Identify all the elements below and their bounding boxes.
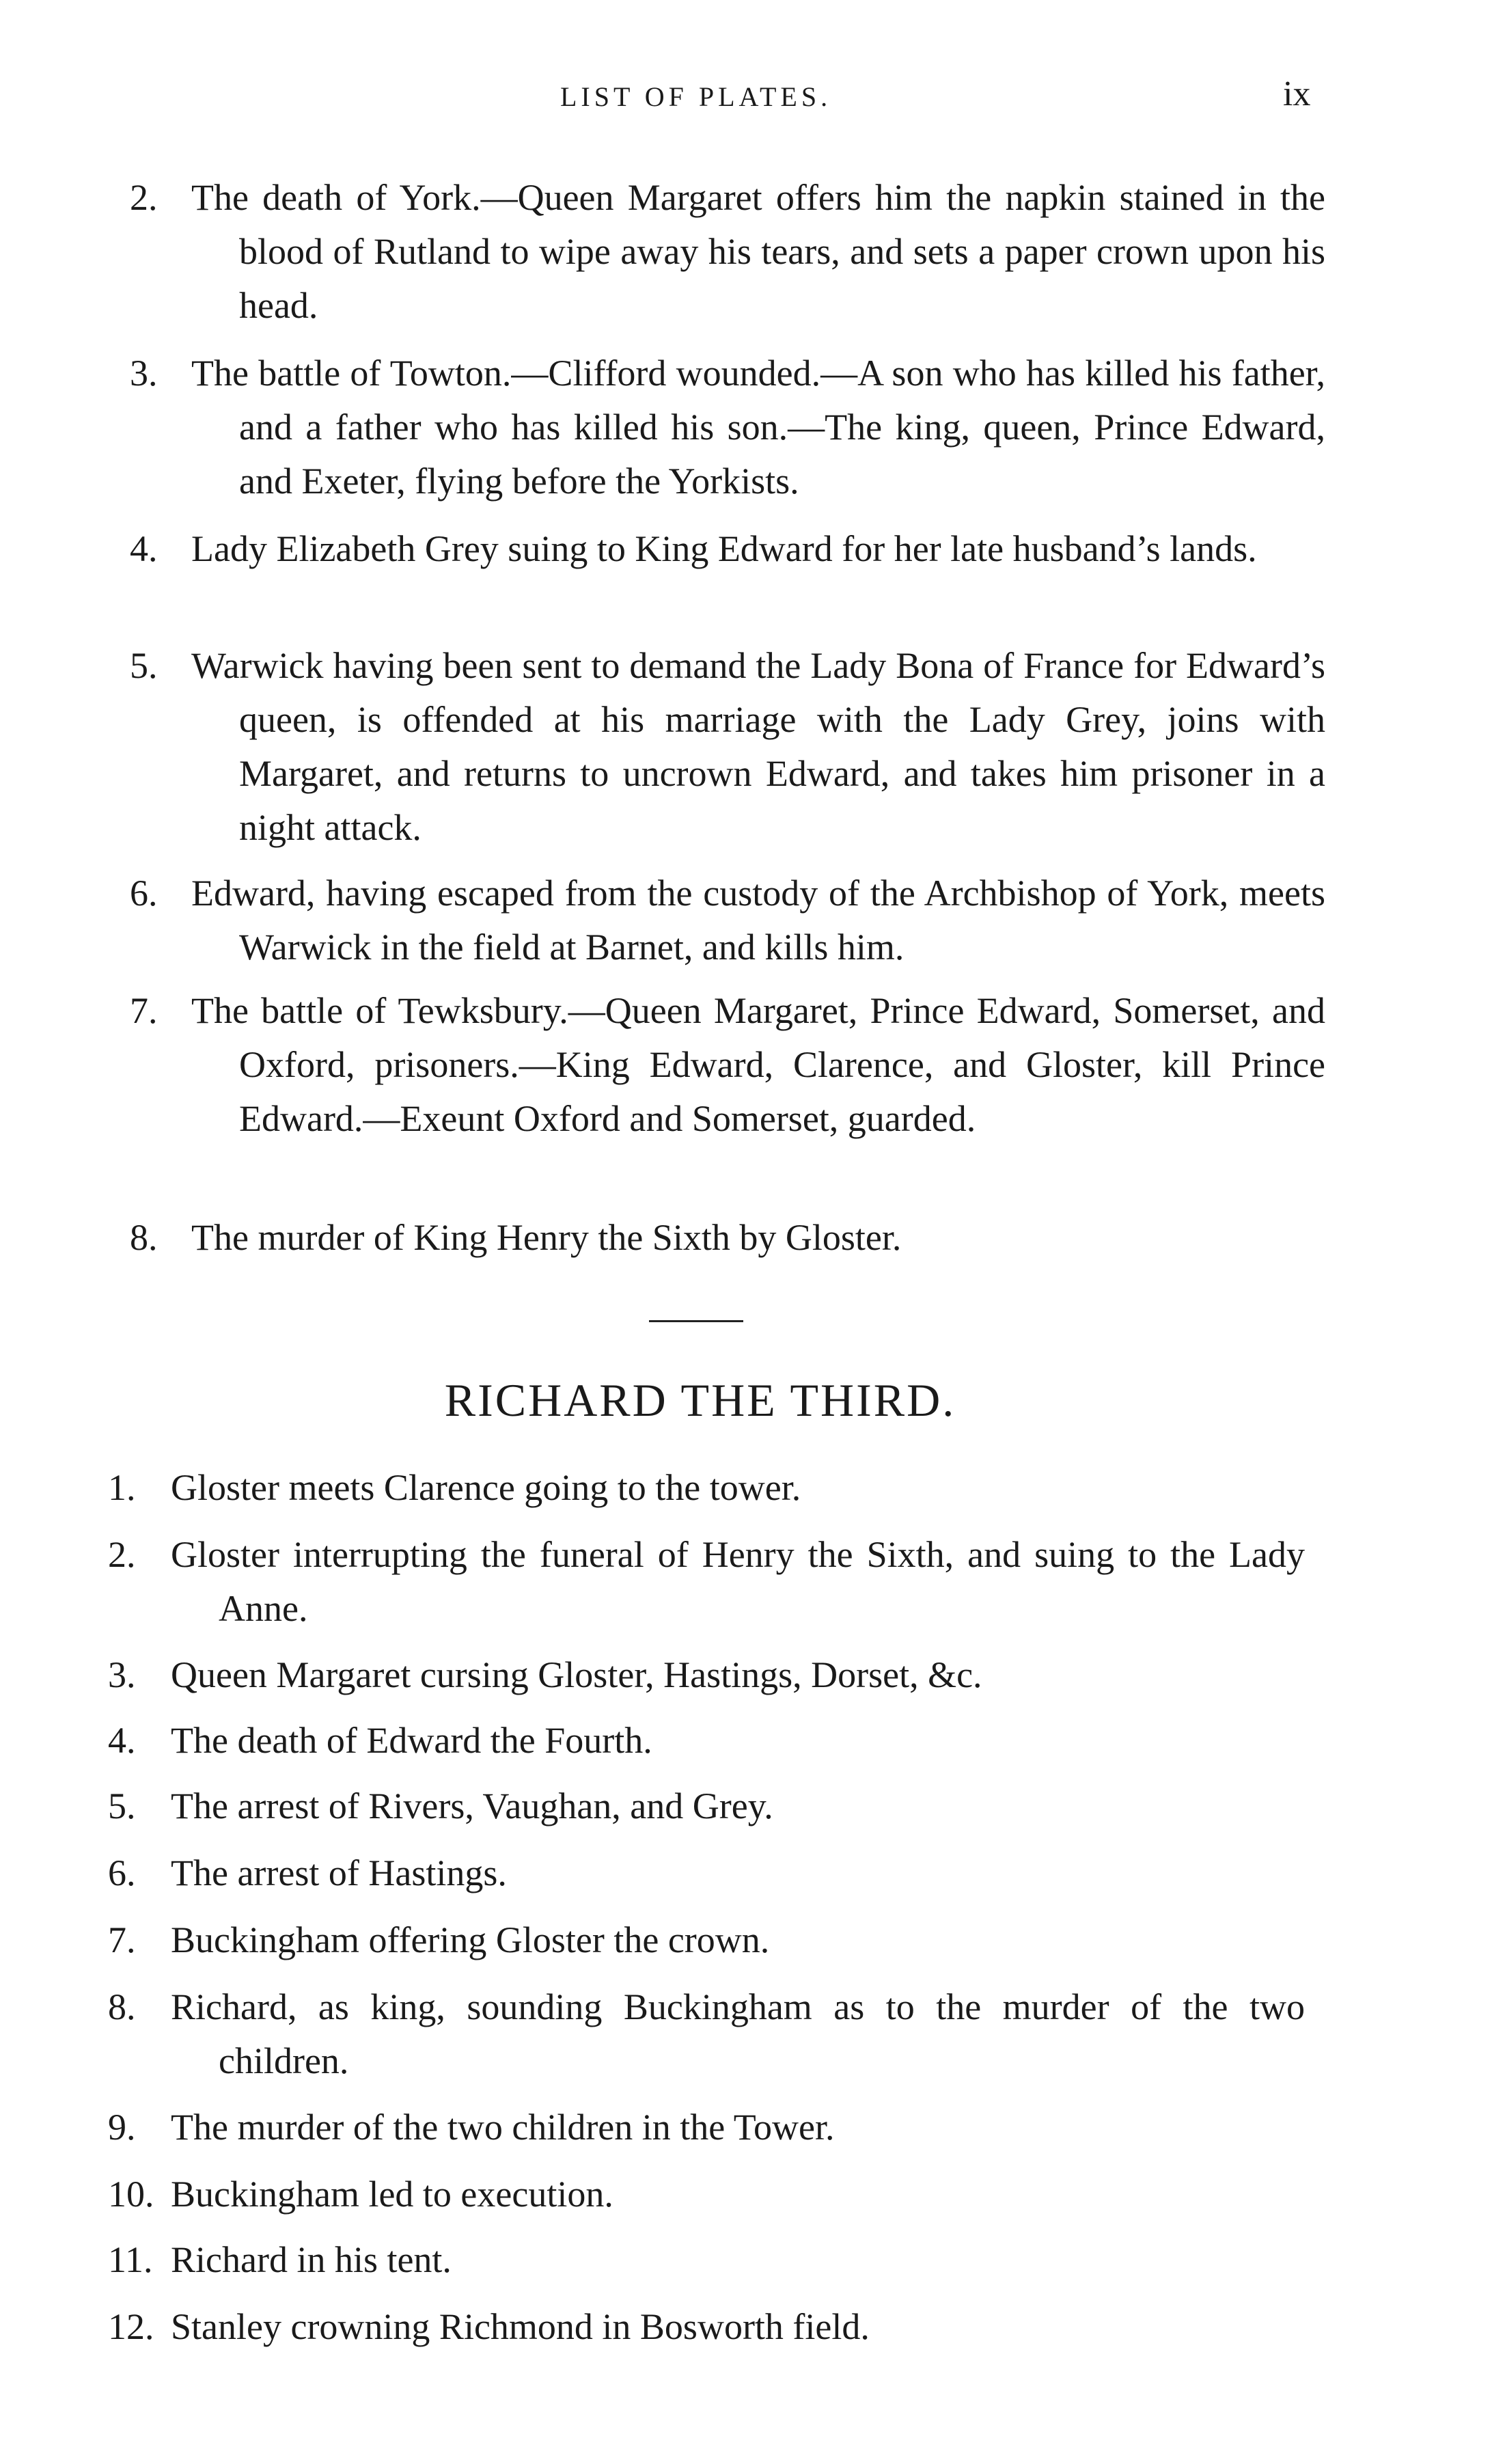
plate-description: Stanley crowning Richmond in Bosworth field. bbox=[171, 2306, 870, 2347]
plate-number: 11. bbox=[108, 2239, 153, 2280]
plate-entry bbox=[108, 2300, 1305, 2354]
plate-description: Lady Elizabeth Grey suing to King Edward for her late husband’s lands. bbox=[191, 528, 1257, 569]
plate-description: Edward, having escaped from the custody of the Archbishop of York, meets Warwick in the field at Barnet, and kills him. bbox=[191, 873, 1325, 968]
page-number: ix bbox=[1283, 74, 1311, 113]
section-divider bbox=[649, 1320, 743, 1322]
plate-number: 6. bbox=[130, 873, 158, 914]
plate-entry bbox=[130, 171, 1325, 333]
plate-entry bbox=[130, 984, 1325, 1146]
plate-description: Queen Margaret cursing Gloster, Hastings, Dorset, &c. bbox=[171, 1654, 982, 1695]
plate-description: The murder of King Henry the Sixth by Gloster. bbox=[191, 1217, 902, 1258]
plate-number: 2. bbox=[108, 1534, 136, 1575]
section-heading: RICHARD THE THIRD. bbox=[444, 1374, 956, 1426]
plate-number: 5. bbox=[108, 1785, 136, 1826]
plate-number: 8. bbox=[108, 1986, 136, 2027]
plate-number: 4. bbox=[108, 1720, 136, 1761]
plate-number: 12. bbox=[108, 2306, 154, 2347]
plate-number: 3. bbox=[108, 1654, 136, 1695]
plate-number: 3. bbox=[130, 353, 158, 394]
plate-entry bbox=[108, 1980, 1305, 2088]
plate-entry bbox=[130, 866, 1325, 974]
plate-number: 7. bbox=[130, 990, 158, 1031]
plate-number: 5. bbox=[130, 645, 158, 686]
plate-description: Warwick having been sent to demand the Lady Bona of France for Edward’s queen, is offended at his marriage with the Lady Grey, joins with Margaret, and returns to uncrown Edward, and takes him prisoner in a night attack. bbox=[191, 645, 1325, 848]
plate-description: Gloster interrupting the funeral of Henry the Sixth, and suing to the Lady Anne. bbox=[171, 1534, 1305, 1629]
plate-number: 9. bbox=[108, 2107, 136, 2148]
plate-entry bbox=[108, 1648, 1305, 1702]
plate-entry bbox=[108, 1461, 1305, 1515]
plate-description: The death of York.—Queen Margaret offers him the napkin stained in the blood of Rutland to wipe away his tears, and sets a paper crown upon his head. bbox=[191, 177, 1325, 326]
plate-description: Buckingham offering Gloster the crown. bbox=[171, 1919, 770, 1960]
running-head: LIST OF PLATES. bbox=[560, 81, 832, 112]
plate-description: Richard, as king, sounding Buckingham as to the murder of the two children. bbox=[171, 1986, 1305, 2081]
plate-entry bbox=[108, 2167, 1305, 2221]
plate-description: The murder of the two children in the Tower. bbox=[171, 2107, 835, 2148]
plate-entry bbox=[108, 1714, 1305, 1768]
plate-description: The death of Edward the Fourth. bbox=[171, 1720, 652, 1761]
plate-entry bbox=[130, 1211, 1325, 1265]
plate-description: Gloster meets Clarence going to the tower. bbox=[171, 1467, 801, 1508]
plate-number: 1. bbox=[108, 1467, 136, 1508]
plate-entry bbox=[130, 346, 1325, 508]
plate-description: The arrest of Rivers, Vaughan, and Grey. bbox=[171, 1785, 773, 1826]
plate-number: 8. bbox=[130, 1217, 158, 1258]
plate-number: 10. bbox=[108, 2174, 154, 2215]
plate-number: 7. bbox=[108, 1919, 136, 1960]
plate-description: The battle of Towton.—Clifford wounded.—A son who has killed his father, and a father who has killed his son.—The king, queen, Prince Edward, and Exeter, flying before the Yorkists. bbox=[191, 353, 1325, 502]
plate-entry bbox=[108, 2233, 1305, 2287]
plate-entry bbox=[108, 2100, 1305, 2154]
plate-entry bbox=[130, 639, 1325, 855]
plate-entry bbox=[130, 522, 1325, 576]
plate-entry bbox=[108, 1913, 1305, 1967]
plate-entry bbox=[108, 1779, 1305, 1833]
plate-number: 2. bbox=[130, 177, 158, 218]
plate-description: The arrest of Hastings. bbox=[171, 1852, 507, 1893]
plate-description: Buckingham led to execution. bbox=[171, 2174, 613, 2215]
plate-number: 6. bbox=[108, 1852, 136, 1893]
plate-description: The battle of Tewksbury.—Queen Margaret, Prince Edward, Somerset, and Oxford, prisoners.—King Edward, Clarence, and Gloster, kill Prince Edward.—Exeunt Oxford and Somerset, guarded. bbox=[191, 990, 1325, 1139]
plate-entry bbox=[108, 1846, 1305, 1900]
plate-description: Richard in his tent. bbox=[171, 2239, 452, 2280]
plate-number: 4. bbox=[130, 528, 158, 569]
plate-entry bbox=[108, 1528, 1305, 1636]
